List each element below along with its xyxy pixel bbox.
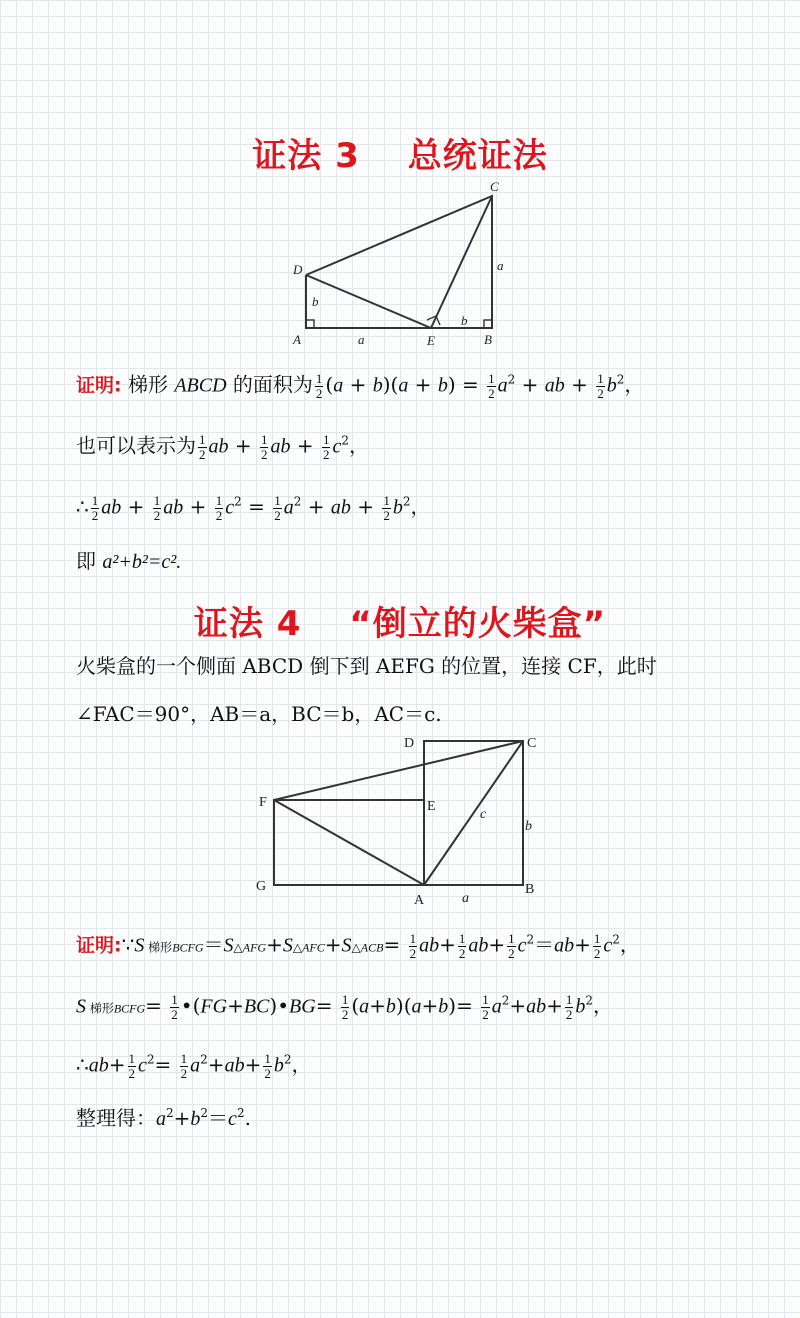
fig1-label-a-right: a (497, 258, 504, 273)
section3-title-number: 证法 3 (252, 136, 360, 176)
figure-president-proof (285, 178, 515, 353)
section4-desc-line2: ∠FAC＝90°，AB＝a，BC＝b，AC＝c. (76, 702, 442, 726)
proof3-line4: 即 a²+b²=c². (76, 549, 182, 573)
proof3-line2: 也可以表示为 $\frac{1}{2}$ ab + $\frac{1}{2}$ ab + $\frac{1}{2}$ $c^2$， (76, 432, 369, 462)
fig1-label-b-bottom: b (461, 313, 468, 328)
fig2-label-B: B (525, 882, 535, 897)
fig2-label-a: a (462, 891, 469, 906)
proof3-conclusion: a²+b²=c². (102, 551, 182, 573)
proof3-line3: ∴ $\frac{1}{2}$ ab + $\frac{1}{2}$ ab + $\frac{1}{2}$ $c^2$ = $\frac{1}{2}$ $a^2$ + ab + $\frac{1}{2}$ $b^2$， (76, 493, 431, 523)
fig1-label-A: A (293, 332, 301, 347)
proof4-line1: 证明:∵S 梯形BCFG＝S△AFG+S△AFC+S△ACB= $\frac{1}{2}$ ab+ $\frac{1}{2}$ ab+ $\frac{1}{2}$ $c^2=ab+$ $\frac{1}{2}$ $c^2$， (76, 931, 640, 961)
section4-desc-line1: 火柴盒的一个侧面 ABCD 倒下到 AEFG 的位置，连接 CF，此时 (76, 654, 657, 678)
fig2-label-D: D (404, 736, 415, 751)
fig1-label-C: C (490, 179, 499, 194)
fig2-label-A: A (414, 893, 425, 908)
fig1-label-D: D (293, 262, 303, 277)
fig2-label-c: c (480, 807, 487, 822)
proof3-line1: 证明: 梯形 ABCD 的面积为 $\frac{1}{2}$ (a + b)(a + b) = $\frac{1}{2}$ $a^2$ + ab + $\frac{1}{2}$ $b^2$， (76, 371, 645, 401)
figure-matchbox-proof (250, 728, 550, 908)
section4-title-name: “倒立的火柴盒” (349, 604, 607, 644)
fig2-label-F: F (259, 795, 267, 810)
fig2-label-b: b (525, 819, 532, 834)
fig2-label-C: C (527, 736, 537, 751)
fig1-label-E: E (427, 333, 435, 348)
fig1-label-a-bottom: a (358, 332, 365, 347)
proof4-line3: ∴ab+ $\frac{1}{2}$ $c^2=$ $\frac{1}{2}$ $a^2+ab+$ $\frac{1}{2}$ $b^2$， (76, 1051, 312, 1081)
section3-title (0, 128, 800, 177)
section3-title-name: 总统证法 (407, 136, 548, 176)
proof4-line2: S 梯形BCFG= $\frac{1}{2}$ •(FG+BC)•BG= $\frac{1}{2}$ (a+b)(a+b)= $\frac{1}{2}$ $a^2+ab+$ $\frac{1}{2}$ $b^2$， (76, 992, 613, 1022)
proof4-label: 证明: (76, 934, 122, 957)
proof4-line4: 整理得：$a^2+b^2=c^2$. (76, 1106, 251, 1130)
fig2-label-G: G (256, 879, 267, 894)
section4-title-number: 证法 4 (193, 604, 302, 644)
fig1-label-B: B (484, 332, 492, 347)
fig2-label-E: E (427, 799, 436, 814)
proof3-label: 证明: (76, 374, 122, 397)
fig1-label-b-left: b (312, 294, 319, 309)
section4-title (0, 596, 800, 645)
